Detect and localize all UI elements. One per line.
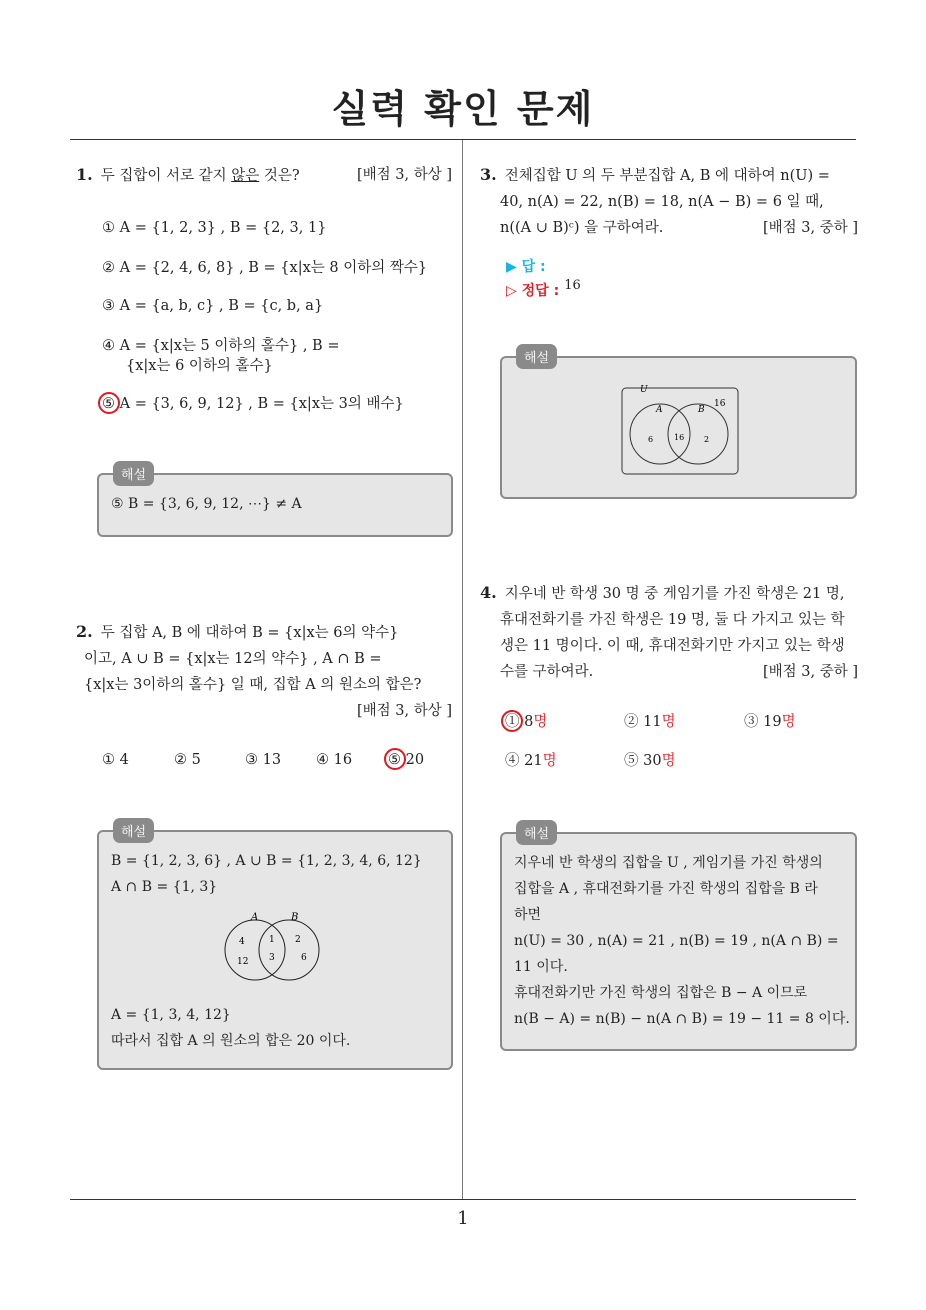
q4-explain-text: 지우네 반 학생의 집합을 U , 게임기를 가진 학생의 집합을 A , 휴대전화기를 가진 학생의 집합을 B 라 하면 n(U) = 30 , n(A) = 21 , n(B) = 19 , n(A ∩ B) = 11 이다. 휴대전화기만 가진 학생의 집합은 B − A 이므로 n(B − A) = n(B) − n(A ∩ B) = 19 − 11 = 8 이다. [514, 855, 850, 1027]
venn-label-b: B [698, 405, 705, 415]
page-title: 실력 확인 문제 [331, 87, 595, 131]
question-meta: [배점 3, 중하 ] [762, 220, 858, 236]
venn-label-a: A [251, 912, 259, 923]
q1-option-1[interactable]: ① A = {1, 2, 3} , B = {2, 3, 1} [102, 220, 327, 236]
correct-label: ▷ 정답 : [506, 283, 560, 299]
q2-option-1[interactable]: ① 4 [102, 752, 129, 768]
venn-value: 4 [239, 937, 245, 947]
venn-label-b: B [291, 912, 299, 923]
question-number: 2. [76, 622, 93, 641]
q1-option-2[interactable]: ② A = {2, 4, 6, 8} , B = {x|x는 8 이하의 짝수} [102, 260, 428, 276]
q4-option-4[interactable]: ④ 21명 [505, 753, 557, 769]
question-meta: [배점 3, 하상 ] [356, 167, 452, 183]
page-number: 1 [457, 1208, 469, 1229]
q2-option-2[interactable]: ② 5 [174, 752, 201, 768]
question-number: 4. [480, 583, 497, 602]
q4-option-5[interactable]: ⑤ 30명 [624, 753, 676, 769]
header-divider [70, 139, 856, 140]
q4-option-1[interactable]: ① 8명 [505, 714, 548, 730]
question-4: 4. 지우네 반 학생 30 명 중 게임기를 가진 학생은 21 명, 휴대전화기를 가진 학생은 19 명, 둘 다 가지고 있는 학 생은 11 명이다. 이 때, 휴대전화기만 가지고 있는 학생 수를 구하여라. [배점 3, 중하 ] [480, 580, 858, 685]
answer-mark-circle [384, 748, 406, 770]
venn-value: 6 [301, 953, 307, 963]
venn-diagram [618, 378, 742, 478]
venn-value: 2 [295, 935, 301, 945]
venn-diagram [217, 908, 337, 988]
question-3: 3. 전체집합 U 의 두 부분집합 A, B 에 대하여 n(U) = 40, n(A) = 22, n(B) = 18, n(A − B) = 6 일 때, n((A ∪ B)ᶜ) 을 구하여라. [배점 3, 중하 ] [480, 162, 858, 241]
question-number: 3. [480, 165, 497, 184]
question-2: 2. 두 집합 A, B 에 대하여 B = {x|x는 6의 약수} 이고, A ∪ B = {x|x는 12의 약수} , A ∩ B = {x|x는 3이하의 홀수} 일 때, 집합 A 의 원소의 합은? [배점 3, 하상 ] [76, 619, 452, 724]
q4-option-3[interactable]: ③ 19명 [744, 714, 796, 730]
q4-option-2[interactable]: ② 11명 [624, 714, 676, 730]
question-number: 1. [76, 165, 93, 184]
question-1 [76, 162, 452, 189]
explain-tag: 해설 [113, 818, 154, 843]
venn-outside-value: 16 [714, 399, 726, 409]
venn-value: 2 [704, 435, 710, 444]
correct-value: 16 [564, 278, 581, 293]
q2-explain-box [97, 825, 453, 1070]
q4-explain-box [500, 827, 857, 1051]
question-meta: [배점 3, 중하 ] [762, 664, 858, 680]
q2-option-3[interactable]: ③ 13 [245, 752, 282, 768]
q2-option-4[interactable]: ④ 16 [316, 752, 353, 768]
venn-label-a: A [656, 405, 663, 415]
explain-tag: 해설 [516, 344, 557, 369]
q1-explain-box [97, 468, 453, 537]
q1-explain-text: ⑤ B = {3, 6, 9, 12, ⋯} ≠ A [111, 496, 302, 512]
q2-explain-text: B = {1, 2, 3, 6} , A ∪ B = {1, 2, 3, 4, 6, 12} A ∩ B = {1, 3} [111, 853, 422, 895]
q1-option-5[interactable]: ⑤ A = {3, 6, 9, 12} , B = {x|x는 3의 배수} [102, 396, 404, 412]
column-divider [462, 140, 463, 1200]
venn-value: 3 [269, 953, 275, 963]
venn-value: 12 [237, 957, 249, 967]
footer-divider [70, 1199, 856, 1200]
question-text: 두 집합이 서로 같지 않은 것은? [100, 168, 300, 184]
answer-mark-circle [98, 392, 120, 414]
correct-answer-row [506, 280, 581, 300]
explain-tag: 해설 [113, 461, 154, 486]
q1-option-3[interactable]: ③ A = {a, b, c} , B = {c, b, a} [102, 298, 324, 314]
explain-tag: 해설 [516, 820, 557, 845]
answer-mark-circle [501, 710, 523, 732]
venn-value: 1 [269, 935, 275, 945]
question-meta: [배점 3, 하상 ] [356, 703, 452, 719]
q1-option-4[interactable]: ④ A = {x|x는 5 이하의 홀수} , B = {x|x는 6 이하의 홀수} [102, 338, 340, 374]
q3-explain-box [500, 351, 857, 499]
venn-universal-label: U [640, 385, 648, 395]
venn-value: 6 [648, 435, 654, 444]
venn-value: 16 [674, 433, 685, 442]
q2-explain-conclusion: A = {1, 3, 4, 12} 따라서 집합 A 의 원소의 합은 20 이다. [111, 1007, 351, 1049]
q2-option-5[interactable]: ⑤ 20 [388, 752, 425, 768]
answer-label: ▶ 답 : [506, 259, 546, 275]
